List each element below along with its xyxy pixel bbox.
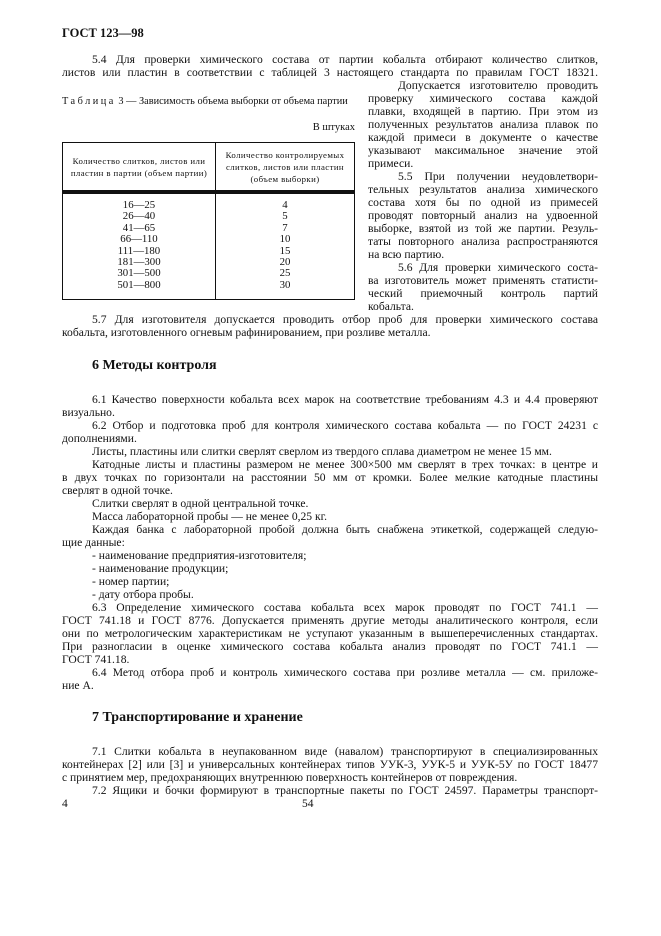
table-row	[63, 223, 355, 234]
text-line: в двух точках по горизонтали на расстоянии 50 мм от кромки. Более мелкие катодные пластины	[62, 471, 598, 484]
section-7-heading: 7 Транспортирование и хранение	[92, 710, 303, 725]
section-6-heading: 6 Методы контроля	[92, 358, 217, 373]
text-line: дополнениями.	[62, 432, 137, 445]
text-line: ва изготовитель может применять статисти-	[368, 274, 598, 287]
table-row	[63, 234, 355, 245]
text-line: листов или пластин в соответствии с таблицей 3 настоящего стандарта по правилам ГОСТ 18321.	[62, 66, 598, 79]
text-line: кобальта, изготовленного огневым рафинированием, при розливе металла.	[62, 326, 431, 339]
table-cell: 181—300	[63, 257, 216, 268]
text-line: 5.5 При получении неудовлетвори-	[398, 170, 598, 183]
table-row	[63, 192, 355, 211]
list-item: - номер партии;	[92, 575, 170, 588]
table-cell: 301—500	[63, 268, 216, 279]
table-row	[63, 257, 355, 268]
text-line: ГОСТ 741.18.	[62, 653, 130, 666]
text-line: выборке, взятой из той же партии. Резуль-	[368, 222, 598, 235]
text-line: плавки, входящей в партию. При этом из	[368, 105, 598, 118]
list-item: - наименование предприятия-изготовителя;	[92, 549, 307, 562]
text-line: 6.1 Качество поверхности кобальта всех марок на соответствие требованиям 4.3 и 4.4 проверяют	[92, 393, 598, 406]
list-item: - наименование продукции;	[92, 562, 229, 575]
table-cell: 25	[216, 268, 355, 279]
table-cell: 20	[216, 257, 355, 268]
text-line: они по метрологическим характеристикам не уступают указанным в вышеперечисленных стандартах.	[62, 627, 598, 640]
table-row	[63, 211, 355, 222]
text-line: таты повторного анализа распространяются	[368, 235, 598, 248]
text-line: ние А.	[62, 679, 94, 692]
table-row	[63, 246, 355, 257]
text-line: Масса лабораторной пробы — не менее 0,25 кг.	[92, 510, 327, 523]
text-line: 6.2 Отбор и подготовка проб для контроля химического состава кобальта — по ГОСТ 24231 с	[92, 419, 598, 432]
document-header-id: ГОСТ 123—98	[62, 26, 144, 40]
right-column-text	[368, 79, 598, 313]
table-cell: 15	[216, 246, 355, 257]
table-cell: 26—40	[63, 211, 216, 222]
text-line: примеси.	[368, 157, 414, 170]
text-line: 6.3 Определение химического состава кобальта всех марок проводят по ГОСТ 741.1 —	[92, 601, 598, 614]
text-line: указывают максимальное значение этой	[368, 144, 598, 157]
text-line: При разногласии в оценке химического состава кобальта анализ проводят по ГОСТ 741.1 —	[62, 640, 598, 653]
text-line: 5.4 Для проверки химического состава от партии кобальта отбирают количество слитков,	[92, 53, 598, 66]
text-line: визуально.	[62, 406, 115, 419]
text-line: ГОСТ 741.18 и ГОСТ 8776. Допускается применять другие методы аналитического контроля, если	[62, 614, 598, 627]
table-3	[62, 142, 355, 300]
text-line: состава хотя бы по одной из примесей	[368, 196, 598, 209]
sheet-number: 54	[302, 798, 314, 810]
table-caption-label: Таблица	[62, 96, 116, 107]
text-line: 7.2 Ящики и бочки формируют в транспортные пакеты по ГОСТ 24597. Параметры транспорт-	[92, 784, 598, 797]
table-header-cell: Количество слитков, листов или пластин в партии (объем партии)	[63, 143, 216, 193]
text-line: проводят повторный анализ на удвоенной	[368, 209, 598, 222]
text-line: кобальта.	[368, 300, 414, 313]
table-3-units: В штуках	[312, 122, 355, 133]
text-line: с принятием мер, предохраняющих внутреннюю поверхность контейнеров от повреждения.	[62, 771, 518, 784]
table-caption-text: 3 — Зависимость объема выборки от объема партии	[118, 96, 348, 107]
table-cell: 501—800	[63, 280, 216, 300]
table-cell: 10	[216, 234, 355, 245]
table-cell: 7	[216, 223, 355, 234]
table-cell: 41—65	[63, 223, 216, 234]
text-line: контейнерах [2] или [3] и универсальных контейнерах типов УУК-3, УУК-5 и УУК-5У по ГОСТ 18477	[62, 758, 598, 771]
table-cell: 111—180	[63, 246, 216, 257]
table-row	[63, 280, 355, 300]
text-line: ческий приемочный контроль партий	[368, 287, 598, 300]
text-line: полученных результатов анализа плавок по	[368, 118, 598, 131]
table-cell: 66—110	[63, 234, 216, 245]
text-line: Листы, пластины или слитки сверлят сверлом из твердого сплава диаметром не менее 15 мм.	[92, 445, 552, 458]
table-row	[63, 268, 355, 279]
table-header-row	[63, 143, 355, 193]
text-line: Каждая банка с лабораторной пробой должна быть снабжена этикеткой, содержащей следую-	[92, 523, 598, 536]
text-line: Катодные листы и пластины размером не менее 300×500 мм сверлят в трех точках: в центре и	[92, 458, 598, 471]
table-cell: 4	[216, 192, 355, 211]
text-line: 6.4 Метод отбора проб и контроль химического состава при розливе металла — см. приложе-	[92, 666, 598, 679]
table-cell: 30	[216, 280, 355, 300]
page-number: 4	[62, 798, 68, 810]
table-cell: 16—25	[63, 192, 216, 211]
text-line: на всю партию.	[368, 248, 445, 261]
table-cell: 5	[216, 211, 355, 222]
section-6-body	[62, 393, 598, 692]
text-line: сверлят в одной точке.	[62, 484, 173, 497]
text-line: 7.1 Слитки кобальта в неупакованном виде (навалом) транспортируют в специализированных	[92, 745, 598, 758]
text-line: Допускается изготовителю проводить	[398, 79, 598, 92]
paragraph-5-4	[62, 53, 598, 79]
text-line: тельных результатов анализа химического	[368, 183, 598, 196]
text-line: щие данные:	[62, 536, 125, 549]
table-3-caption	[62, 96, 355, 108]
section-7-body	[62, 745, 598, 797]
text-line: 5.7 Для изготовителя допускается проводить отбор проб для проверки химического состава	[92, 313, 598, 326]
text-line: каждой примеси в документе о качестве	[368, 131, 598, 144]
text-line: проверку химического состава каждой	[368, 92, 598, 105]
list-item: - дату отбора пробы.	[92, 588, 194, 601]
text-line: Слитки сверлят в одной центральной точке.	[92, 497, 309, 510]
text-line: 5.6 Для проверки химического соста-	[398, 261, 598, 274]
paragraph-5-7	[62, 313, 598, 339]
table-header-cell: Количество контролируемых слитков, листов или пластин (объем выборки)	[216, 143, 355, 193]
